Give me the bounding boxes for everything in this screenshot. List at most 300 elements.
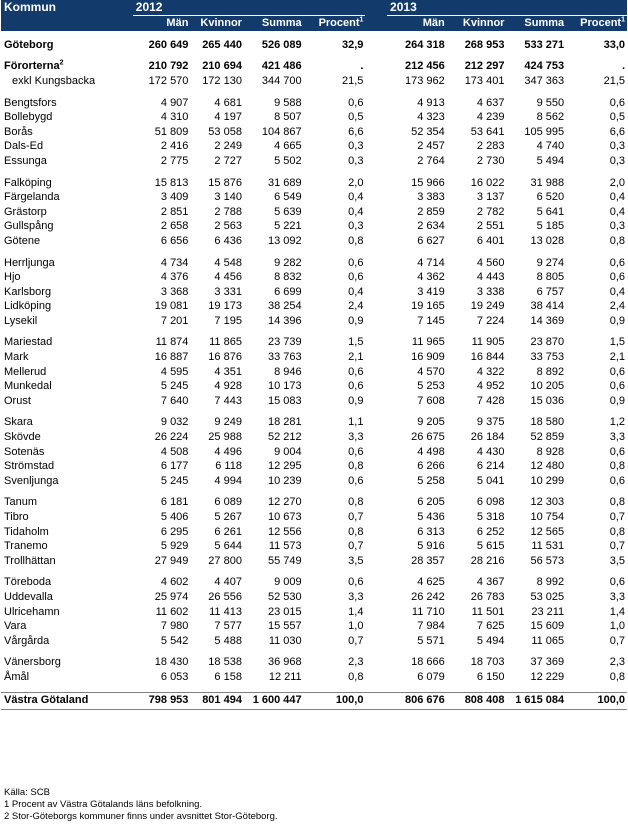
- cell-man-2013: 4 625: [417, 576, 445, 589]
- kommun-name: Lysekil: [4, 314, 38, 327]
- kommun-name: Dals-Ed: [4, 140, 44, 153]
- kommun-name: Mellerud: [4, 365, 47, 378]
- cell-summa-2012: 11 030: [268, 634, 302, 647]
- table-row: [1, 576, 627, 591]
- cell-procent-2012: 3,3: [348, 431, 364, 444]
- cell-kvinnor-2013: 4 443: [476, 271, 505, 284]
- cell-summa-2013: 347 363: [524, 74, 565, 87]
- cell-kvinnor-2012: 4 197: [214, 111, 242, 124]
- cell-summa-2012: 23 739: [268, 336, 302, 349]
- cell-procent-2013: 100,0: [566, 692, 627, 709]
- cell-summa-2013: 15 036: [530, 394, 565, 407]
- cell-kvinnor-2012: 2 563: [214, 220, 242, 233]
- cell-kvinnor-2012: 11 413: [209, 605, 242, 618]
- cell-summa-2012: 12 211: [268, 670, 302, 683]
- cell-procent-2013: 0,6: [609, 576, 625, 589]
- cell-kvinnor-2013: 6 401: [476, 234, 505, 247]
- cell-procent-2013: 0,6: [609, 445, 625, 458]
- cell-kvinnor-2013: 2 730: [476, 154, 505, 167]
- cell-man-2012: 172 570: [148, 74, 189, 87]
- cell-kvinnor-2012: 9 249: [214, 416, 242, 429]
- cell-summa-2012: 104 867: [261, 125, 302, 138]
- cell-kvinnor-2012: 7 195: [214, 314, 242, 327]
- cell-summa-2013: 9 274: [536, 256, 565, 269]
- kommun-name: Uddevalla: [4, 590, 53, 603]
- cell-procent-2013: 3,3: [609, 590, 625, 603]
- cell-summa-2013: 8 562: [536, 111, 565, 124]
- cell-summa-2012: 526 089: [261, 38, 302, 51]
- cell-man-2013: 6 079: [417, 670, 445, 683]
- kommun-name: Hjo: [4, 271, 21, 284]
- cell-summa-2012: 31 689: [268, 176, 302, 189]
- cell-man-2013: 6 627: [417, 234, 445, 247]
- cell-summa-2012: 55 749: [268, 554, 302, 567]
- cell-man-2012: 4 907: [160, 96, 189, 109]
- cell-summa-2013: 12 565: [530, 525, 565, 538]
- cell-kvinnor-2013: 19 249: [470, 300, 505, 313]
- cell-procent-2012: 1,0: [348, 620, 364, 633]
- population-table: [1, 0, 627, 710]
- cell-man-2012: 9 032: [160, 416, 189, 429]
- cell-kvinnor-2012: 4 994: [214, 474, 242, 487]
- cell-summa-2013: 8 805: [536, 271, 565, 284]
- table-row: [1, 554, 627, 569]
- cell-kvinnor-2013: 212 297: [464, 60, 505, 73]
- cell-man-2012: 11 874: [155, 336, 189, 349]
- cell-summa-2013: 6 757: [536, 285, 565, 298]
- cell-summa-2012: 8 946: [274, 365, 302, 378]
- cell-summa-2013: 56 573: [530, 554, 565, 567]
- cell-procent-2013: 2,0: [609, 176, 625, 189]
- cell-kvinnor-2013: 4 560: [476, 256, 505, 269]
- cell-kvinnor-2013: 7 224: [476, 314, 505, 327]
- cell-summa-2013: 37 369: [530, 656, 565, 669]
- kommun-name: exkl Kungsbacka: [12, 74, 96, 87]
- kommun-name: Vänersborg: [4, 656, 61, 669]
- cell-summa-2013: 10 299: [530, 474, 565, 487]
- cell-kvinnor-2013: 6 252: [476, 525, 505, 538]
- cell-kvinnor-2012: 801 494: [190, 692, 244, 709]
- cell-kvinnor-2012: 2 727: [214, 154, 242, 167]
- cell-kvinnor-2013: 5 615: [476, 540, 505, 553]
- cell-man-2012: 7 980: [160, 620, 189, 633]
- cell-summa-2013: 53 025: [530, 590, 565, 603]
- cell-summa-2013: 15 609: [530, 620, 565, 633]
- cell-summa-2013: 12 303: [530, 496, 565, 509]
- cell-man-2013: 15 966: [411, 176, 445, 189]
- header-row-years: [1, 0, 627, 16]
- cell-summa-2013: 11 531: [531, 540, 565, 553]
- cell-man-2012: 6 177: [160, 460, 189, 473]
- cell-procent-2013: 0,6: [609, 365, 625, 378]
- cell-procent-2012: 0,6: [348, 445, 364, 458]
- cell-procent-2013: 33,0: [603, 38, 625, 51]
- cell-kvinnor-2013: 7 625: [476, 620, 505, 633]
- cell-man-2013: 19 165: [411, 300, 445, 313]
- cell-procent-2012: 0,8: [348, 496, 364, 509]
- cell-kvinnor-2012: 25 988: [208, 431, 242, 444]
- cell-man-2012: 6 181: [160, 496, 189, 509]
- cell-procent-2013: 21,5: [603, 74, 625, 87]
- cell-summa-2012: 12 295: [268, 460, 302, 473]
- cell-kvinnor-2013: 808 408: [447, 692, 507, 709]
- cell-man-2013: 4 362: [417, 271, 445, 284]
- cell-kvinnor-2012: 53 058: [208, 125, 242, 138]
- spacer-row: [1, 685, 627, 693]
- kommun-name: Grästorp: [4, 205, 47, 218]
- cell-man-2012: 2 775: [160, 154, 189, 167]
- cell-procent-2012: 0,6: [348, 474, 364, 487]
- cell-man-2012: 7 640: [160, 394, 189, 407]
- cell-man-2012: 3 368: [160, 285, 189, 298]
- cell-man-2013: 5 916: [417, 540, 445, 553]
- cell-procent-2012: 0,6: [348, 365, 364, 378]
- cell-man-2012: 4 602: [160, 576, 189, 589]
- cell-kvinnor-2013: 2 283: [476, 140, 505, 153]
- cell-procent-2013: 2,1: [609, 351, 625, 364]
- cell-man-2013: 6 205: [417, 496, 445, 509]
- cell-procent-2012: 2,4: [348, 300, 364, 313]
- cell-summa-2013: 12 229: [530, 670, 565, 683]
- cell-kvinnor-2012: 19 173: [208, 300, 242, 313]
- cell-kvinnor-2012: 265 440: [202, 38, 242, 51]
- cell-man-2012: 25 974: [154, 590, 189, 603]
- col-man-2013: Män: [387, 16, 447, 32]
- cell-man-2012: 4 376: [160, 271, 189, 284]
- cell-procent-2012: 0,7: [348, 511, 364, 524]
- cell-summa-2012: 8 507: [274, 111, 302, 124]
- cell-procent-2012: 0,4: [348, 205, 364, 218]
- spacer-row: [1, 329, 627, 336]
- cell-man-2013: 2 457: [417, 140, 445, 153]
- spacer-row: [1, 31, 627, 38]
- cell-kvinnor-2012: 15 876: [208, 176, 242, 189]
- cell-man-2012: 210 792: [148, 60, 189, 73]
- cell-summa-2013: 10 754: [530, 511, 565, 524]
- cell-kvinnor-2012: 3 140: [214, 191, 242, 204]
- cell-man-2013: 26 242: [411, 590, 445, 603]
- cell-procent-2012: 0,8: [348, 525, 364, 538]
- cell-kvinnor-2013: 9 375: [476, 416, 505, 429]
- cell-kvinnor-2013: 16 844: [470, 351, 505, 364]
- table-row: [1, 525, 627, 540]
- cell-summa-2013: 1 615 084: [506, 692, 566, 709]
- cell-summa-2012: 23 015: [268, 605, 302, 618]
- cell-procent-2012: 0,6: [348, 271, 364, 284]
- cell-procent-2013: 3,3: [609, 431, 625, 444]
- cell-man-2013: 212 456: [404, 60, 445, 73]
- cell-kvinnor-2013: 4 239: [476, 111, 505, 124]
- cell-summa-2012: 36 968: [268, 656, 302, 669]
- cell-kvinnor-2013: 3 137: [476, 191, 505, 204]
- cell-kvinnor-2013: 2 782: [476, 205, 505, 218]
- kommun-name: Herrljunga: [4, 256, 55, 269]
- cell-kvinnor-2012: 5 488: [214, 634, 242, 647]
- cell-procent-2013: 0,8: [609, 460, 625, 473]
- cell-procent-2012: 0,3: [348, 220, 364, 233]
- cell-procent-2013: 0,4: [609, 285, 625, 298]
- cell-kvinnor-2013: 3 338: [476, 285, 505, 298]
- spacer-row: [1, 569, 627, 576]
- kommun-header: Kommun: [1, 0, 133, 16]
- cell-kvinnor-2012: 4 456: [214, 271, 242, 284]
- cell-man-2013: 2 764: [417, 154, 445, 167]
- cell-summa-2012: 15 557: [268, 620, 302, 633]
- cell-kvinnor-2012: 4 407: [214, 576, 242, 589]
- table-row: [1, 336, 627, 351]
- cell-kvinnor-2012: 6 436: [214, 234, 242, 247]
- cell-procent-2012: 0,6: [348, 256, 364, 269]
- cell-procent-2013: 0,9: [609, 314, 625, 327]
- cell-summa-2012: 10 173: [268, 380, 302, 393]
- kommun-name: Tranemo: [4, 540, 48, 553]
- col-summa-2013: Summa: [506, 16, 566, 32]
- cell-summa-2012: 52 212: [268, 431, 302, 444]
- kommun-name: Vårgårda: [4, 634, 50, 647]
- cell-procent-2012: 2,1: [348, 351, 364, 364]
- table-row: [1, 350, 627, 365]
- cell-summa-2012: 8 832: [274, 271, 302, 284]
- cell-man-2012: 5 245: [160, 474, 189, 487]
- table-row: [1, 394, 627, 409]
- cell-procent-2013: 0,7: [609, 634, 625, 647]
- cell-procent-2013: 1,4: [609, 605, 625, 618]
- cell-man-2013: 4 570: [417, 365, 445, 378]
- cell-man-2012: 51 809: [154, 125, 189, 138]
- cell-kvinnor-2012: 4 496: [214, 445, 242, 458]
- cell-kvinnor-2012: 6 158: [214, 670, 242, 683]
- cell-summa-2013: 11 065: [531, 634, 565, 647]
- cell-man-2013: 16 909: [411, 351, 445, 364]
- cell-man-2013: 2 859: [417, 205, 445, 218]
- cell-procent-2013: .: [621, 60, 625, 73]
- cell-man-2012: 4 508: [160, 445, 189, 458]
- cell-kvinnor-2013: 173 401: [464, 74, 505, 87]
- cell-procent-2013: 0,3: [609, 154, 625, 167]
- cell-summa-2013: 38 414: [530, 300, 565, 313]
- cell-summa-2013: 14 369: [530, 314, 565, 327]
- footnotes: [4, 787, 278, 823]
- kommun-name: Götene: [4, 234, 41, 247]
- header-row-columns: [1, 16, 627, 32]
- kommun-name: Bollebygd: [4, 111, 53, 124]
- table-row: [1, 670, 627, 685]
- table-row: [1, 510, 627, 525]
- cell-man-2012: 26 224: [154, 431, 189, 444]
- table-row: [1, 96, 627, 111]
- cell-kvinnor-2013: 4 952: [476, 380, 505, 393]
- table-row: [1, 154, 627, 169]
- cell-summa-2012: 9 004: [274, 445, 302, 458]
- table-row: [1, 270, 627, 285]
- cell-man-2012: 3 409: [160, 191, 189, 204]
- cell-summa-2013: 31 988: [530, 176, 565, 189]
- cell-summa-2013: 23 870: [530, 336, 565, 349]
- table-row: [1, 38, 627, 53]
- cell-procent-2013: 0,8: [609, 670, 625, 683]
- cell-man-2012: 11 602: [155, 605, 189, 618]
- source-note: Källa: SCB: [4, 787, 50, 798]
- cell-procent-2012: 0,7: [348, 540, 364, 553]
- cell-summa-2012: 12 270: [268, 496, 302, 509]
- table-row: [1, 205, 627, 220]
- cell-summa-2012: 38 254: [268, 300, 302, 313]
- table-row: [1, 474, 627, 489]
- cell-summa-2012: 52 530: [268, 590, 302, 603]
- cell-summa-2013: 52 859: [530, 431, 565, 444]
- cell-procent-2013: 0,6: [609, 96, 625, 109]
- cell-procent-2012: 0,4: [348, 191, 364, 204]
- table-row: [1, 176, 627, 191]
- table-row: [1, 634, 627, 649]
- cell-man-2012: 5 406: [160, 511, 189, 524]
- cell-man-2013: 18 666: [411, 656, 445, 669]
- cell-man-2012: 5 542: [160, 634, 189, 647]
- cell-procent-2012: 0,7: [348, 634, 364, 647]
- cell-summa-2013: 8 928: [536, 445, 565, 458]
- cell-summa-2012: 15 083: [268, 394, 302, 407]
- cell-procent-2013: 0,6: [609, 271, 625, 284]
- cell-man-2013: 52 354: [411, 125, 445, 138]
- cell-procent-2013: 1,5: [609, 336, 625, 349]
- cell-procent-2012: 0,3: [348, 154, 364, 167]
- cell-man-2012: 6 295: [160, 525, 189, 538]
- cell-kvinnor-2013: 26 783: [470, 590, 505, 603]
- table-row: [1, 74, 627, 89]
- cell-procent-2013: 0,5: [609, 111, 625, 124]
- cell-procent-2013: 1,2: [609, 416, 625, 429]
- footnote-2: 2 Stor-Göteborgs kommuner finns under avsnittet Stor-Göteborg.: [4, 811, 278, 822]
- table-row: [1, 619, 627, 634]
- cell-kvinnor-2012: 5 267: [214, 511, 242, 524]
- cell-kvinnor-2013: 6 150: [476, 670, 505, 683]
- spacer-row: [1, 53, 627, 60]
- cell-man-2012: 2 851: [160, 205, 189, 218]
- cell-kvinnor-2012: 27 800: [208, 554, 242, 567]
- cell-procent-2013: 0,4: [609, 191, 625, 204]
- cell-kvinnor-2012: 6 261: [214, 525, 242, 538]
- cell-kvinnor-2012: 11 865: [209, 336, 242, 349]
- cell-kvinnor-2013: 4 430: [476, 445, 505, 458]
- spacer-row: [1, 649, 627, 656]
- col-procent-2013: Procent$^1$: [566, 16, 627, 32]
- spacer-row: [1, 249, 627, 256]
- cell-kvinnor-2013: 26 184: [470, 431, 505, 444]
- cell-man-2013: 6 266: [417, 460, 445, 473]
- cell-procent-2012: 1,1: [348, 416, 364, 429]
- cell-man-2012: 27 949: [154, 554, 189, 567]
- cell-procent-2013: 0,8: [609, 525, 625, 538]
- table-row: [1, 656, 627, 671]
- cell-kvinnor-2013: 4 322: [476, 365, 505, 378]
- kommun-name: Trollhättan: [4, 554, 56, 567]
- cell-summa-2013: 105 995: [524, 125, 565, 138]
- cell-kvinnor-2013: 5 318: [476, 511, 505, 524]
- cell-man-2013: 4 323: [417, 111, 445, 124]
- kommun-name: Mariestad: [4, 336, 53, 349]
- cell-procent-2012: 32,9: [342, 38, 364, 51]
- cell-summa-2012: 344 700: [261, 74, 302, 87]
- cell-summa-2013: 5 494: [536, 154, 565, 167]
- cell-man-2013: 3 419: [417, 285, 445, 298]
- cell-procent-2012: 21,5: [342, 74, 364, 87]
- cell-summa-2012: 12 556: [268, 525, 302, 538]
- cell-kvinnor-2012: 4 681: [214, 96, 242, 109]
- spacer-row: [1, 169, 627, 176]
- cell-man-2013: 5 436: [417, 511, 445, 524]
- spacer-row: [1, 89, 627, 96]
- cell-summa-2012: 9 282: [274, 256, 302, 269]
- kommun-name: Essunga: [4, 154, 47, 167]
- cell-kvinnor-2012: 6 118: [215, 460, 242, 473]
- cell-man-2013: 9 205: [417, 416, 445, 429]
- cell-kvinnor-2012: 6 089: [214, 496, 242, 509]
- cell-kvinnor-2013: 5 494: [476, 634, 505, 647]
- cell-summa-2013: 5 185: [536, 220, 565, 233]
- cell-procent-2013: 0,6: [609, 256, 625, 269]
- cell-summa-2012: 9 588: [274, 96, 302, 109]
- cell-kvinnor-2013: 16 022: [470, 176, 505, 189]
- kommun-name: Skövde: [4, 431, 41, 444]
- col-procent-2012: Procent$^1$: [304, 16, 366, 32]
- cell-man-2012: 19 081: [154, 300, 189, 313]
- kommun-name: Tanum: [4, 496, 38, 509]
- table-row: [1, 459, 627, 474]
- col-summa-2012: Summa: [244, 16, 304, 32]
- table-row: [1, 190, 627, 205]
- kommun-name: Tibro: [4, 511, 29, 524]
- cell-kvinnor-2013: 5 041: [476, 474, 505, 487]
- table-row: [1, 314, 627, 329]
- cell-procent-2012: 0,3: [348, 140, 364, 153]
- cell-procent-2012: 0,6: [348, 576, 364, 589]
- cell-kvinnor-2012: 5 644: [214, 540, 242, 553]
- cell-procent-2013: 1,0: [609, 620, 625, 633]
- cell-man-2012: 4 595: [160, 365, 189, 378]
- cell-summa-2013: 424 753: [524, 60, 565, 73]
- cell-man-2013: 28 357: [411, 554, 445, 567]
- cell-procent-2012: 0,8: [348, 234, 364, 247]
- cell-procent-2013: 3,5: [609, 554, 625, 567]
- cell-summa-2013: 13 028: [530, 234, 565, 247]
- cell-man-2013: 264 318: [404, 38, 445, 51]
- cell-summa-2013: 8 992: [536, 576, 565, 589]
- cell-man-2012: 6 656: [160, 234, 189, 247]
- cell-man-2013: 5 571: [417, 634, 445, 647]
- spacer-row: [1, 489, 627, 496]
- cell-man-2012: 7 201: [160, 314, 189, 327]
- cell-procent-2013: 0,3: [609, 140, 625, 153]
- cell-kvinnor-2012: 3 331: [214, 285, 242, 298]
- footnote-1: 1 Procent av Västra Götalands läns befolkning.: [4, 799, 203, 810]
- cell-kvinnor-2012: 16 876: [208, 351, 242, 364]
- cell-man-2013: 5 253: [417, 380, 445, 393]
- cell-man-2012: 5 245: [160, 380, 189, 393]
- cell-kvinnor-2013: 6 098: [476, 496, 505, 509]
- cell-man-2012: 15 813: [154, 176, 189, 189]
- cell-procent-2012: .: [360, 60, 364, 73]
- cell-man-2012: 4 310: [160, 111, 189, 124]
- cell-man-2013: 4 714: [417, 256, 445, 269]
- table-row: [1, 365, 627, 380]
- cell-summa-2012: 10 239: [268, 474, 302, 487]
- cell-kvinnor-2013: 4 367: [476, 576, 505, 589]
- cell-kvinnor-2012: 4 928: [214, 380, 242, 393]
- cell-man-2013: 3 383: [417, 191, 445, 204]
- cell-procent-2013: 2,4: [609, 300, 625, 313]
- table-row: [1, 445, 627, 460]
- kommun-name: Borås: [4, 125, 33, 138]
